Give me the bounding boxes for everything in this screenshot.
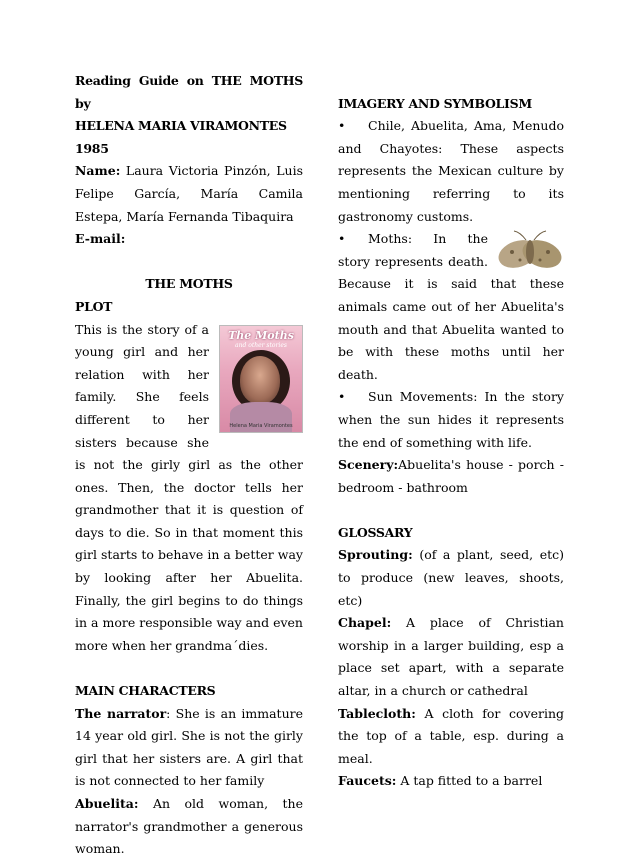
glossary-tablecloth: Tablecloth: A cloth for covering the top of a table, esp. during a meal. — [338, 705, 564, 766]
imagery-item-1: • Chile, Abuelita, Ama, Menudo and Chayotes: These aspects represents the Mexican culture by mentioning referring to its gastronomy customs. — [338, 115, 564, 228]
imagery-item-2: • Moths: In the story represents death. Because it is said that these animals came out of her Abuelita's mouth and that Abuelita wanted to be with these moths until her death. — [338, 228, 564, 386]
character-narrator — [75, 703, 303, 793]
right-column — [338, 93, 564, 793]
name-value: Laura Victoria Pinzón, Luis Felipe García, María Camila Estepa, María Fernanda Tibaquira — [75, 163, 303, 224]
section-title: THE MOTHS — [145, 276, 233, 292]
narrator-label: The narrator — [75, 705, 167, 721]
bullet-icon: • — [338, 231, 346, 247]
plot-heading: PLOT — [75, 298, 113, 314]
glossary-faucets: Faucets: A tap fitted to a barrel — [338, 773, 543, 789]
main-characters-heading: MAIN CHARACTERS — [75, 683, 216, 699]
cover-title: The Moths — [228, 328, 294, 342]
document-title-line-1: Reading Guide on THE MOTHS by — [75, 73, 303, 111]
imagery-heading: IMAGERY AND SYMBOLISM — [338, 95, 532, 111]
scenery-label: Scenery: — [338, 457, 399, 473]
bullet-icon: • — [338, 118, 346, 134]
glossary-chapel: Chapel: A place of Christian worship in a larger building, esp a place set apart, with a separate altar, in a church or cathedral — [338, 615, 564, 699]
bullet-icon: • — [338, 389, 346, 405]
glossary-heading: GLOSSARY — [338, 524, 413, 540]
abuelita-label: Abuelita: — [75, 796, 139, 811]
narrator-text: : She is an immature 14 year old girl. She is not the girly girl that her sisters are. A girl that is not connected to her family — [75, 705, 303, 789]
scenery-text: Abuelita's house - porch - bedroom - bathroom — [338, 457, 564, 495]
document-title-line-2: HELENA MARIA VIRAMONTES 1985 — [75, 118, 287, 156]
name-label: Name: — [75, 163, 121, 179]
abuelita-text: An old woman, the narrator's grandmother a generous woman. — [75, 796, 303, 857]
left-column — [75, 70, 303, 861]
name-paragraph — [75, 160, 303, 228]
book-cover-image — [219, 323, 303, 433]
imagery-item-3: • Sun Movements: In the story when the sun hides it represents the end of something with life. — [338, 386, 564, 454]
email-label: E-mail: — [75, 231, 126, 247]
glossary-sprouting: Sprouting: (of a plant, seed, etc) to produce (new leaves, shoots, etc) — [338, 547, 564, 608]
moth-icon — [496, 228, 564, 272]
plot-text: This is the story of a young girl and her relation with her family. She feels different to her sisters because she is not the girly girl as the other ones. Then, the doctor tells her grandmother that it is question of days to die. So in that moment this girl starts to behave in a better way by looking after her Abuelita. Finally, the girl begins to do things in a more responsible way and even more when her grandma´dies. — [75, 321, 303, 653]
character-abuelita — [75, 793, 303, 861]
cover-author: Helena Maria Viramontes — [229, 422, 293, 429]
cover-subtitle: and other stories — [235, 341, 287, 349]
moth-image — [496, 228, 564, 272]
scenery-paragraph — [338, 454, 564, 499]
